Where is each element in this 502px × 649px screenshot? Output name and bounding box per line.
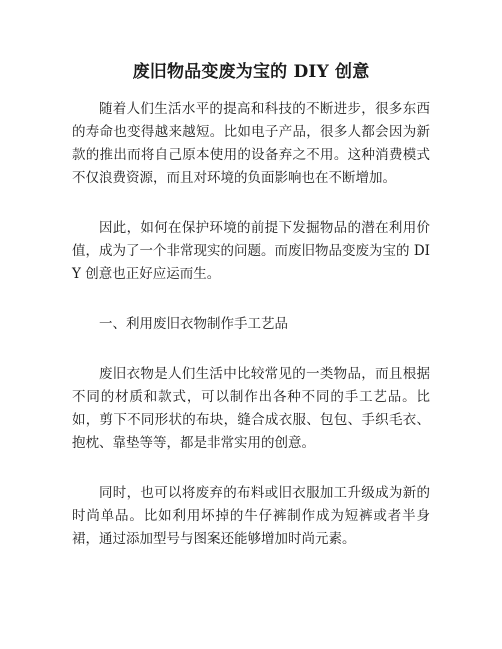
paragraph-spacer xyxy=(72,336,430,363)
paragraph-intro: 随着人们生活水平的提高和科技的不断进步，很多东西的寿命也变得越来越短。比如电子产品，很多人都会因为新款的推出而将自己原本使用的设备弃之不用。这种消费模式不仅浪费资源，而且对环境的负面影响也在不断增加。 xyxy=(72,101,430,186)
section-heading-clothing: 一、利用废旧衣物制作手工艺品 xyxy=(99,316,288,332)
paragraph-fashion-upgrade: 同时，也可以将废弃的布料或旧衣服加工升级成为新的时尚单品。比如利用坏掉的牛仔裤制作成为短裤或者半身裙，通过添加型号与图案还能够增加时尚元素。 xyxy=(72,485,430,547)
paragraph-clothing-crafts: 废旧衣物是人们生活中比较常见的一类物品，而且根据不同的材质和款式，可以制作出各种不同的手工艺品。比如，剪下不同形状的布块，缝合成衣服、包包、手织毛衣、抱枕、靠垫等等，都是非常实用的创意。 xyxy=(72,366,430,451)
document-title: 废旧物品变废为宝的 DIY 创意 xyxy=(132,62,370,82)
paragraph-spacer xyxy=(72,190,430,217)
paragraph-spacer xyxy=(72,455,430,482)
paragraph-spacer xyxy=(72,286,430,313)
paragraph-therefore: 因此，如何在保护环境的前提下发掘物品的潜在利用价值，成为了一个非常现实的问题。而废旧物品变废为宝的 DIY 创意也正好应运而生。 xyxy=(72,220,430,282)
